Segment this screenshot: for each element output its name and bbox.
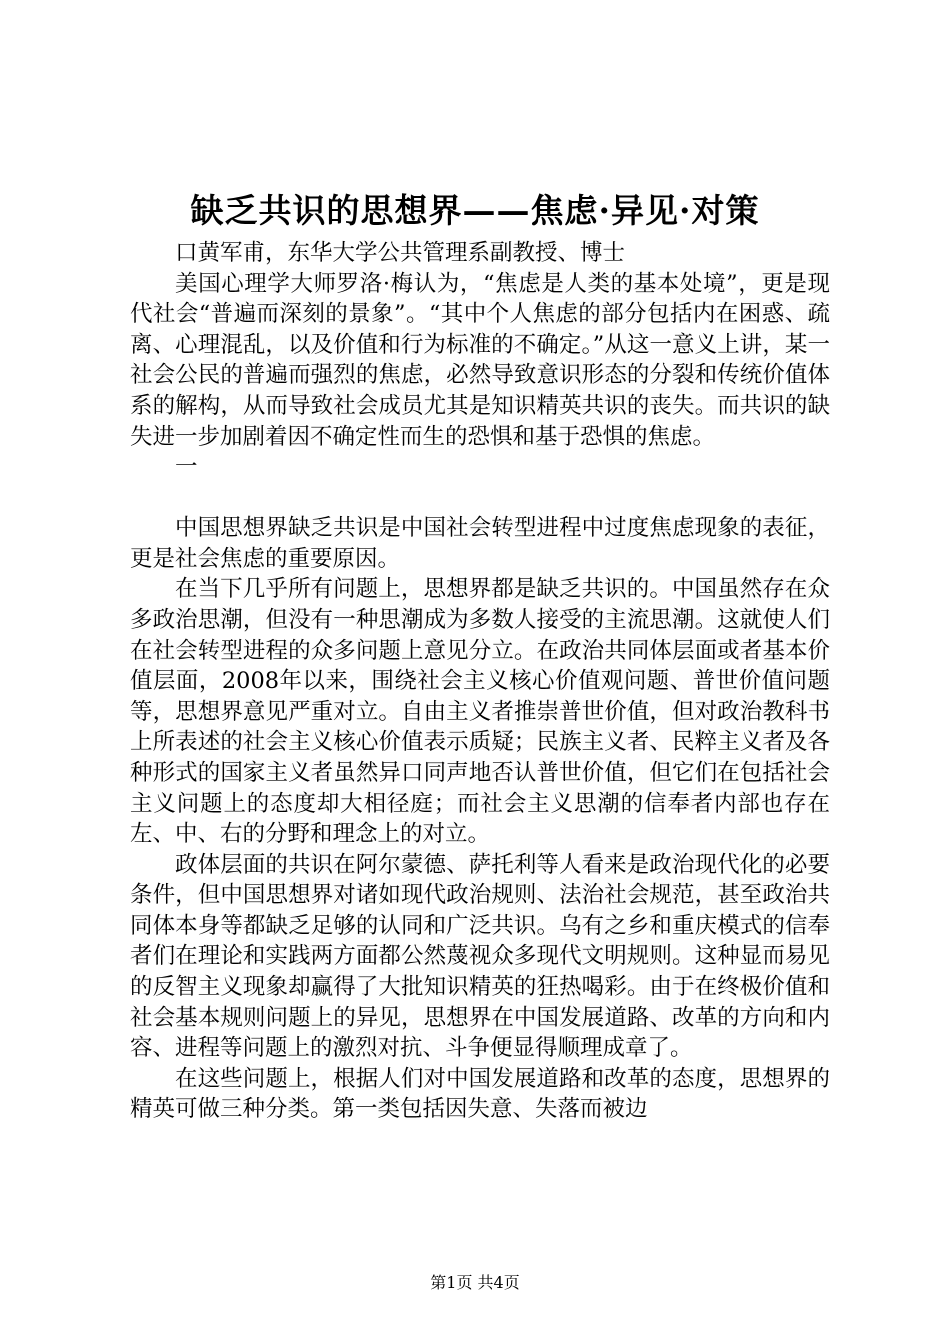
paragraph: 在这些问题上，根据人们对中国发展道路和改革的态度，思想界的精英可做三种分类。第一类包括因失意、失落而被边 xyxy=(130,1065,830,1123)
page-footer: 第1页 共4页 xyxy=(430,1273,520,1292)
paragraph: 在当下几乎所有问题上，思想界都是缺乏共识的。中国虽然存在众多政治思潮，但没有一种思潮成为多数人接受的主流思潮。这就使人们在社会转型进程的众多问题上意见分立。在政治共同体层面或者基本价值层面，2008年以来，围绕社会主义核心价值观问题、普世价值问题等，思想界意见严重对立。自由主义者推崇普世价值，但对政治教科书上所表述的社会主义核心价值表示质疑；民族主义者、民粹主义者及各种形式的国家主义者虽然异口同声地否认普世价值，但它们在包括社会主义问题上的态度却大相径庭；而社会主义思潮的信奉者内部也存在左、中、右的分野和理念上的对立。 xyxy=(130,576,830,848)
paragraph: 美国心理学大师罗洛·梅认为，“焦虑是人类的基本处境”，更是现代社会“普遍而深刻的景象”。“其中个人焦虑的部分包括内在困惑、疏离、心理混乱，以及价值和行为标准的不确定。”从这一意义上讲，某一社会公民的普遍而强烈的焦虑，必然导致意识形态的分裂和传统价值体系的解构，从而导致社会成员尤其是知识精英共识的丧失。而共识的缺失进一步加剧着因不确定性而生的恐惧和基于恐惧的焦虑。 xyxy=(130,270,830,450)
document-title: 缺乏共识的思想界——焦虑·异见·对策 xyxy=(190,191,760,230)
author-byline: 口黄军甫，东华大学公共管理系副教授、博士 xyxy=(175,240,626,266)
document-body xyxy=(130,238,830,1125)
paragraph: 政体层面的共识在阿尔蒙德、萨托利等人看来是政治现代化的必要条件，但中国思想界对诸如现代政治规则、法治社会规范，甚至政治共同体本身等都缺乏足够的认同和广泛共识。乌有之乡和重庆模式的信奉者们在理论和实践两方面都公然蔑视众多现代文明规则。这种显而易见的反智主义现象却赢得了大批知识精英的狂热喝彩。由于在终极价值和社会基本规则问题上的异见，思想界在中国发展道路、改革的方向和内容、进程等问题上的激烈对抗、斗争便显得顺理成章了。 xyxy=(130,851,830,1062)
section-number: 一 xyxy=(175,454,198,481)
paragraph: 中国思想界缺乏共识是中国社会转型进程中过度焦虑现象的表征，更是社会焦虑的重要原因。 xyxy=(130,515,830,572)
